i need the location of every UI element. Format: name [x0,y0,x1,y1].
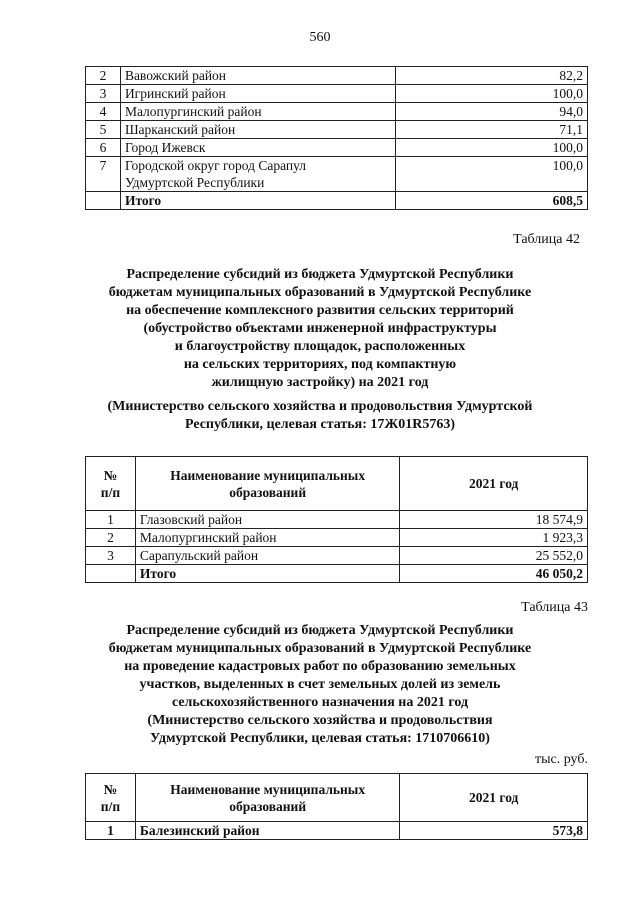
text-line: Наименование муниципальных [170,781,366,797]
text-line: 1 [107,823,114,838]
row-value [396,85,588,103]
text-line: 5 [99,122,107,137]
text-line: 100,0 [552,86,583,101]
row-value [400,547,588,565]
text-line: 94,0 [559,104,583,119]
text-line: 608,5 [552,193,583,208]
title-line: на обеспечение комплексного развития сельских территорий [126,303,514,318]
row-name [120,139,396,157]
table-row [86,121,588,139]
title-line: (Министерство сельского хозяйства и продовольствия [147,713,493,728]
table-row [86,822,588,840]
header-number [86,457,136,511]
table-row [86,139,588,157]
table-43-label: Таблица 43 [521,600,588,615]
text-line: 100,0 [552,158,583,173]
text-line: № [103,781,118,797]
row-name [120,103,396,121]
row-number [86,103,121,121]
total-number [86,565,136,583]
units-label: тыс. руб. [535,752,588,767]
row-value [400,529,588,547]
table-row [86,547,588,565]
text-line: п/п [100,798,121,814]
text-line: Итого [139,566,177,581]
text-line: 7 [99,158,107,173]
row-number [86,511,136,529]
title-line: и благоустройству площадок, расположенных [174,339,466,354]
table-43 [85,773,588,840]
table-43-title [60,622,580,748]
title-line: бюджетам муниципальных образований в Удмуртской Республике [108,641,532,656]
table-row [86,85,588,103]
total-label [135,565,400,583]
row-name [120,85,396,103]
text-line: 6 [99,140,107,155]
text-line: 3 [107,548,114,563]
title-line: Республики, целевая статья: 17Ж01R5763) [184,417,456,432]
row-number [86,85,121,103]
row-number [86,529,136,547]
text-line: образований [229,484,307,500]
row-number [86,139,121,157]
header-name [135,774,400,822]
row-name [120,157,396,192]
text-line: Малопургинский район [124,104,262,119]
row-name [135,511,400,529]
row-value [396,67,588,85]
text-line: 1 [107,512,114,527]
title-line: на проведение кадастровых работ по образованию земельных [124,659,516,674]
row-value [396,103,588,121]
text-line: 573,8 [552,823,583,838]
text-line: Глазовский район [139,512,243,527]
header-name [135,457,400,511]
row-value [396,121,588,139]
text-line: Город Ижевск [124,140,206,155]
text-line: 82,2 [559,68,583,83]
row-value [396,139,588,157]
title-line: Удмуртской Республики, целевая статья: 1710706610) [150,731,490,746]
table-row [86,103,588,121]
total-number [86,192,121,210]
title-line: (Министерство сельского хозяйства и продовольствия Удмуртской [107,399,533,414]
row-value [400,822,588,840]
title-line: участков, выделенных в счет земельных долей из земель [139,677,501,692]
text-line: Вавожский район [124,68,227,83]
title-line: сельскохозяйственного назначения на 2021 год [171,695,469,710]
table-continued [85,66,588,210]
title-line: бюджетам муниципальных образований в Удмуртской Республике [108,285,532,300]
total-label [120,192,396,210]
text-line: Наименование муниципальных [170,467,366,483]
text-line: 1 923,3 [542,530,583,545]
title-line: Распределение субсидий из бюджета Удмуртской Республики [126,623,514,638]
text-line: 18 574,9 [535,512,583,527]
text-line: п/п [100,484,121,500]
title-line: на сельских территориях, под компактную [183,357,457,372]
row-number [86,157,121,192]
text-line: 25 552,0 [535,548,583,563]
header-year: 2021 год [400,457,588,511]
text-line: Шарканский район [124,122,236,137]
text-line: 2 [107,530,114,545]
title-line: жилищную застройку) на 2021 год [211,375,429,390]
table-42-title [60,266,580,392]
text-line: 4 [99,104,107,119]
title-line: Распределение субсидий из бюджета Удмуртской Республики [126,267,514,282]
table-42-subtitle [50,398,590,434]
text-line: 100,0 [552,140,583,155]
text-line: № [103,467,118,483]
total-row [86,192,588,210]
title-line: (обустройство объектами инженерной инфраструктуры [143,321,497,336]
text-line: 2 [99,68,107,83]
text-line: 3 [99,86,107,101]
text-line: образований [229,798,307,814]
table-row [86,529,588,547]
row-value [396,157,588,192]
text-line: Удмуртской Республики [124,175,265,190]
row-value [400,511,588,529]
row-name [135,547,400,565]
table-row [86,67,588,85]
row-name [120,121,396,139]
table-row [86,511,588,529]
page-number: 560 [309,30,331,45]
total-value [396,192,588,210]
text-line: 46 050,2 [535,566,583,581]
header-year: 2021 год [400,774,588,822]
row-number [86,121,121,139]
text-line: Городской округ город Сарапул [124,158,307,173]
text-line: Балезинский район [139,823,260,838]
row-number [86,822,136,840]
text-line: Итого [124,193,162,208]
text-line: Игринский район [124,86,226,101]
row-name [120,67,396,85]
row-number [86,67,121,85]
row-number [86,547,136,565]
total-row [86,565,588,583]
total-value [400,565,588,583]
row-name [135,822,400,840]
text-line: Сарапульский район [139,548,259,563]
table-row [86,157,588,192]
row-name [135,529,400,547]
text-line: 71,1 [559,122,583,137]
table-42 [85,456,588,583]
header-number [86,774,136,822]
text-line: Малопургинский район [139,530,277,545]
table-42-label: Таблица 42 [513,232,580,247]
